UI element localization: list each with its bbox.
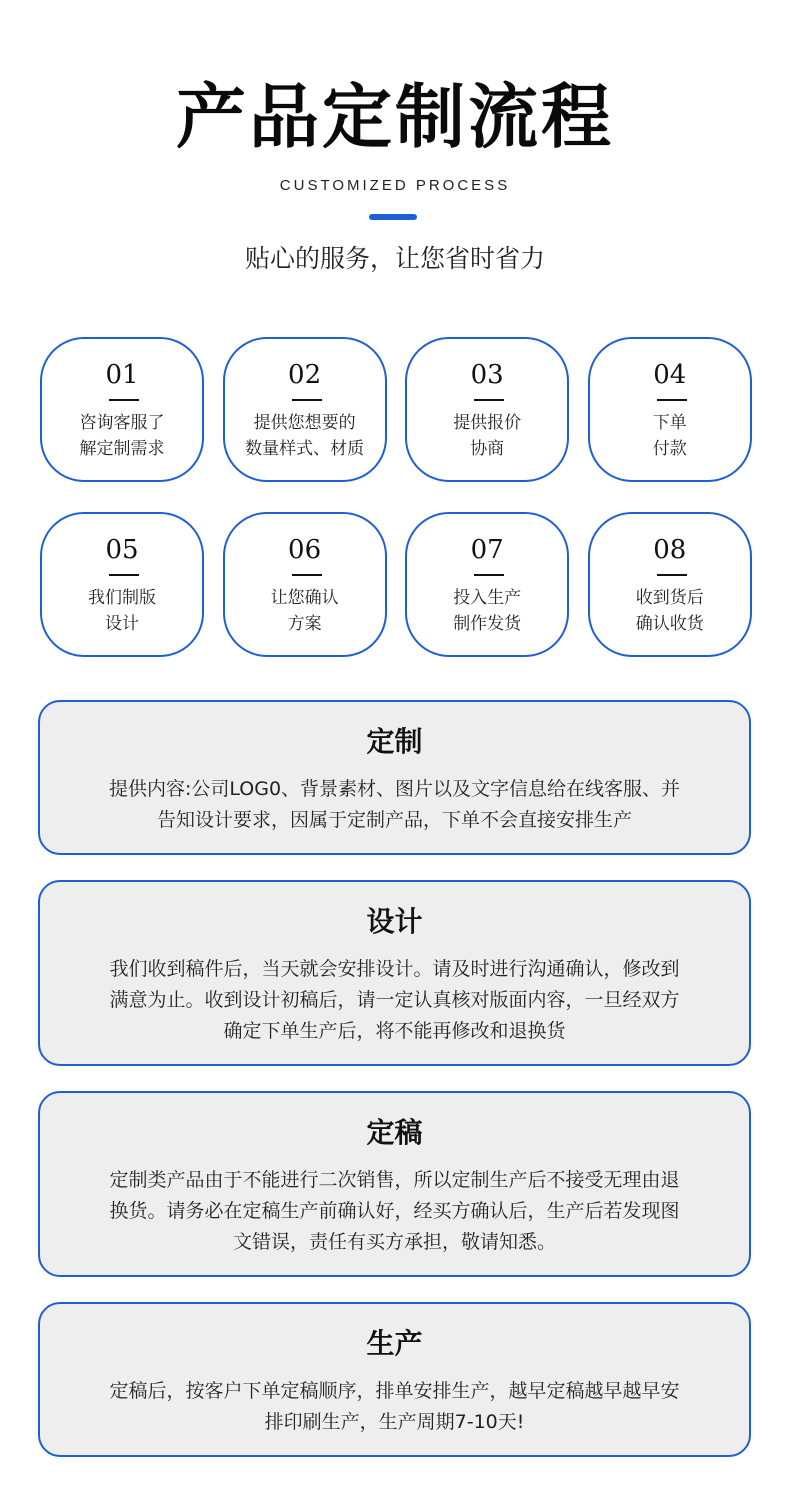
card-text-line: 排印刷生产，生产周期7-10天!	[264, 1411, 525, 1433]
step-02	[223, 337, 387, 482]
step-description	[590, 410, 750, 462]
step-text-line: 让您确认	[270, 588, 339, 608]
card-text-line: 换货。请务必在定稿生产前确认好，经买方确认后，生产后若发现图	[109, 1200, 680, 1222]
step-description	[42, 410, 202, 462]
step-text-line: 解定制需求	[79, 439, 165, 459]
step-description	[590, 585, 750, 637]
step-divider	[109, 574, 139, 576]
step-number: 03	[470, 360, 504, 390]
card-body	[68, 1376, 721, 1438]
step-number: 02	[288, 360, 322, 390]
tagline: 贴心的服务，让您省时省力	[244, 244, 545, 273]
process-steps	[40, 337, 752, 657]
card-text-line: 定稿后，按客户下单定稿顺序，排单安排生产，越早定稿越早越早安	[109, 1380, 680, 1402]
step-number: 06	[288, 535, 322, 565]
step-text-line: 我们制版	[88, 588, 156, 608]
card-text-line: 确定下单生产后，将不能再修改和退换货	[223, 1020, 566, 1042]
step-text-line: 付款	[652, 439, 687, 459]
step-text-line: 设计	[105, 614, 139, 634]
step-number: 05	[105, 535, 139, 565]
accent-divider	[369, 214, 417, 220]
step-divider	[292, 574, 322, 576]
step-text-line: 下单	[652, 413, 687, 433]
info-card-production	[38, 1302, 751, 1457]
card-text-line: 定制类产品由于不能进行二次销售，所以定制生产后不接受无理由退	[109, 1169, 680, 1191]
step-text-line: 提供报价	[453, 413, 522, 433]
page-subtitle: CUSTOMIZED PROCESS	[279, 177, 511, 194]
step-07	[405, 512, 569, 657]
card-text-line: 提供内容:公司LOG0、背景素材、图片以及文字信息给在线客服、并	[108, 778, 681, 800]
step-04	[588, 337, 752, 482]
step-divider	[474, 574, 504, 576]
step-divider	[657, 574, 687, 576]
step-text-line: 提供您想要的	[253, 413, 356, 433]
card-body	[68, 774, 721, 836]
step-description	[407, 410, 567, 462]
card-title: 生产	[366, 1327, 423, 1360]
card-title: 设计	[366, 905, 423, 938]
step-description	[225, 585, 385, 637]
card-body	[68, 954, 721, 1047]
card-body	[68, 1165, 721, 1258]
step-number: 08	[653, 535, 687, 565]
step-08	[588, 512, 752, 657]
page-title: 产品定制流程	[176, 76, 614, 158]
card-title: 定稿	[366, 1116, 423, 1149]
step-05	[40, 512, 204, 657]
step-03	[405, 337, 569, 482]
step-text-line: 数量样式、材质	[245, 439, 365, 459]
step-text-line: 确认收货	[635, 614, 704, 634]
step-divider	[109, 399, 139, 401]
step-06	[223, 512, 387, 657]
step-text-line: 协商	[470, 439, 505, 459]
step-divider	[474, 399, 504, 401]
info-card-customize	[38, 700, 751, 855]
info-card-design	[38, 880, 751, 1066]
step-number: 04	[653, 360, 687, 390]
step-text-line: 咨询客服了	[79, 413, 165, 433]
step-text-line: 方案	[287, 614, 322, 634]
step-description	[407, 585, 567, 637]
step-01	[40, 337, 204, 482]
card-text-line: 告知设计要求，因属于定制产品，下单不会直接安排生产	[156, 809, 632, 831]
step-description	[225, 410, 385, 462]
card-text-line: 我们收到稿件后，当天就会安排设计。请及时进行沟通确认，修改到	[109, 958, 680, 980]
card-title: 定制	[366, 725, 423, 758]
step-number: 01	[105, 360, 139, 390]
step-text-line: 制作发货	[453, 614, 522, 634]
step-number: 07	[470, 535, 504, 565]
step-text-line: 投入生产	[453, 588, 522, 608]
card-text-line: 文错误，责任有买方承担，敬请知悉。	[232, 1231, 556, 1253]
step-text-line: 收到货后	[635, 588, 704, 608]
step-divider	[292, 399, 322, 401]
step-description	[42, 585, 202, 637]
card-text-line: 满意为止。收到设计初稿后，请一定认真核对版面内容，一旦经双方	[109, 989, 680, 1011]
info-card-finalize	[38, 1091, 751, 1277]
step-divider	[657, 399, 687, 401]
